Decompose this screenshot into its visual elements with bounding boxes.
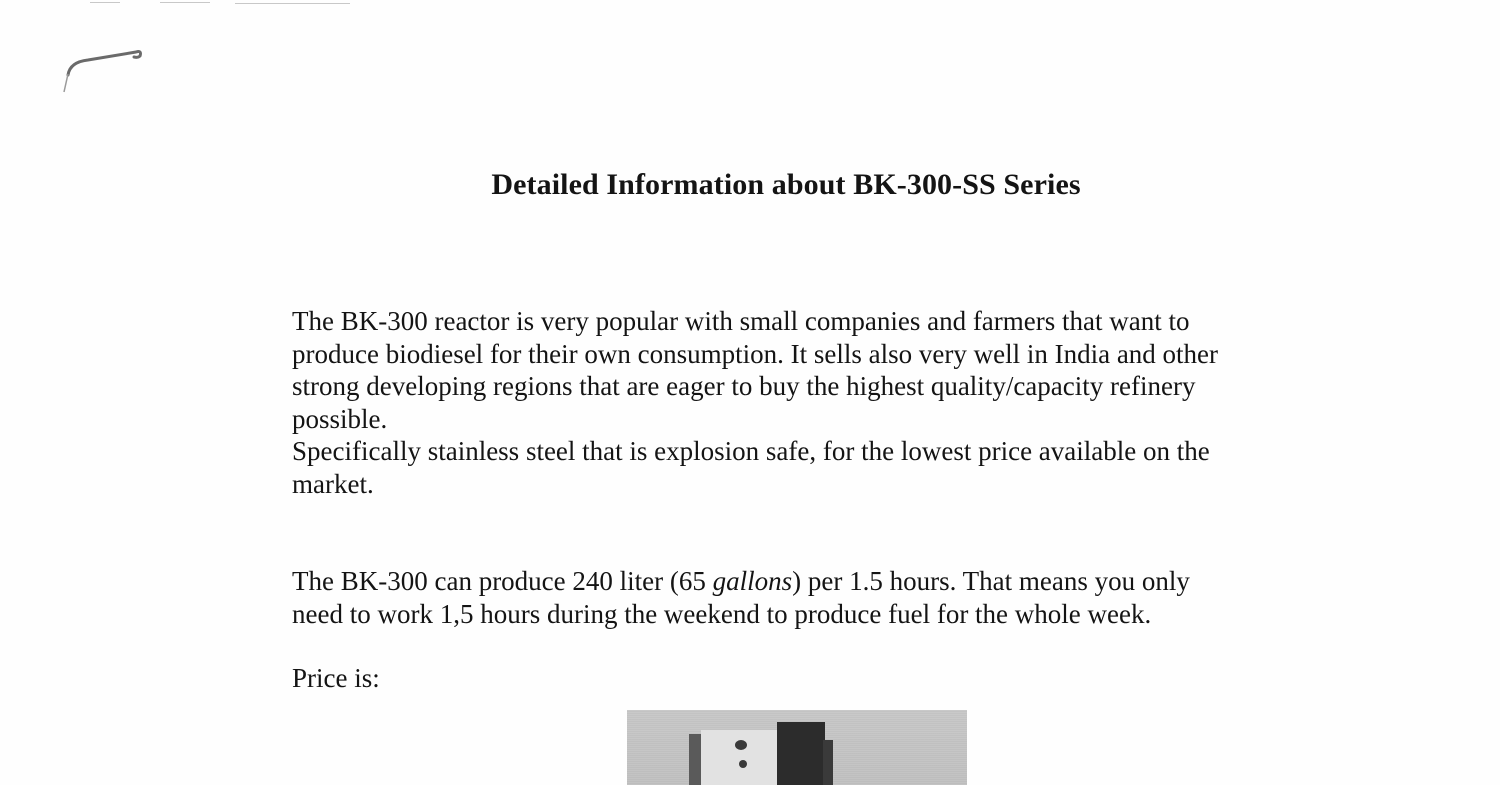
text-line: need to work 1,5 hours during the weekend to produce fuel for the whole week. (292, 598, 1152, 629)
text-line: market. (292, 468, 374, 499)
scan-artifact (235, 3, 350, 4)
staple-icon (58, 40, 148, 100)
photo-panel (701, 730, 781, 785)
text-line: strong developing regions that are eager to buy the highest quality/capacity refinery (292, 371, 1196, 401)
photo-tank (777, 722, 825, 785)
scan-artifact (160, 2, 210, 3)
document-title: Detailed Information about BK-300-SS Series (491, 168, 1081, 201)
photo-pipe (823, 740, 833, 785)
capacity-paragraph (292, 565, 1292, 630)
photo-knob (739, 760, 747, 768)
intro-paragraph (292, 305, 1292, 500)
italic-unit: gallons (712, 566, 793, 596)
photo-knob (735, 740, 747, 750)
text-line: produce biodiesel for their own consumption. It sells also very well in India and other (292, 338, 1219, 369)
text-line (292, 565, 1292, 598)
scan-artifact (90, 2, 120, 3)
text-line: Specifically stainless steel that is explosion safe, for the lowest price available on the (292, 436, 1210, 466)
text-segment: ) per 1.5 hours. That means you only (792, 566, 1190, 596)
text-line: possible. (292, 403, 388, 434)
product-photo (627, 710, 967, 785)
text-segment: The BK-300 can produce 240 liter (65 (292, 566, 713, 596)
price-label: Price is: (292, 663, 380, 693)
text-line: The BK-300 reactor is very popular with small companies and farmers that want to (292, 306, 1190, 336)
